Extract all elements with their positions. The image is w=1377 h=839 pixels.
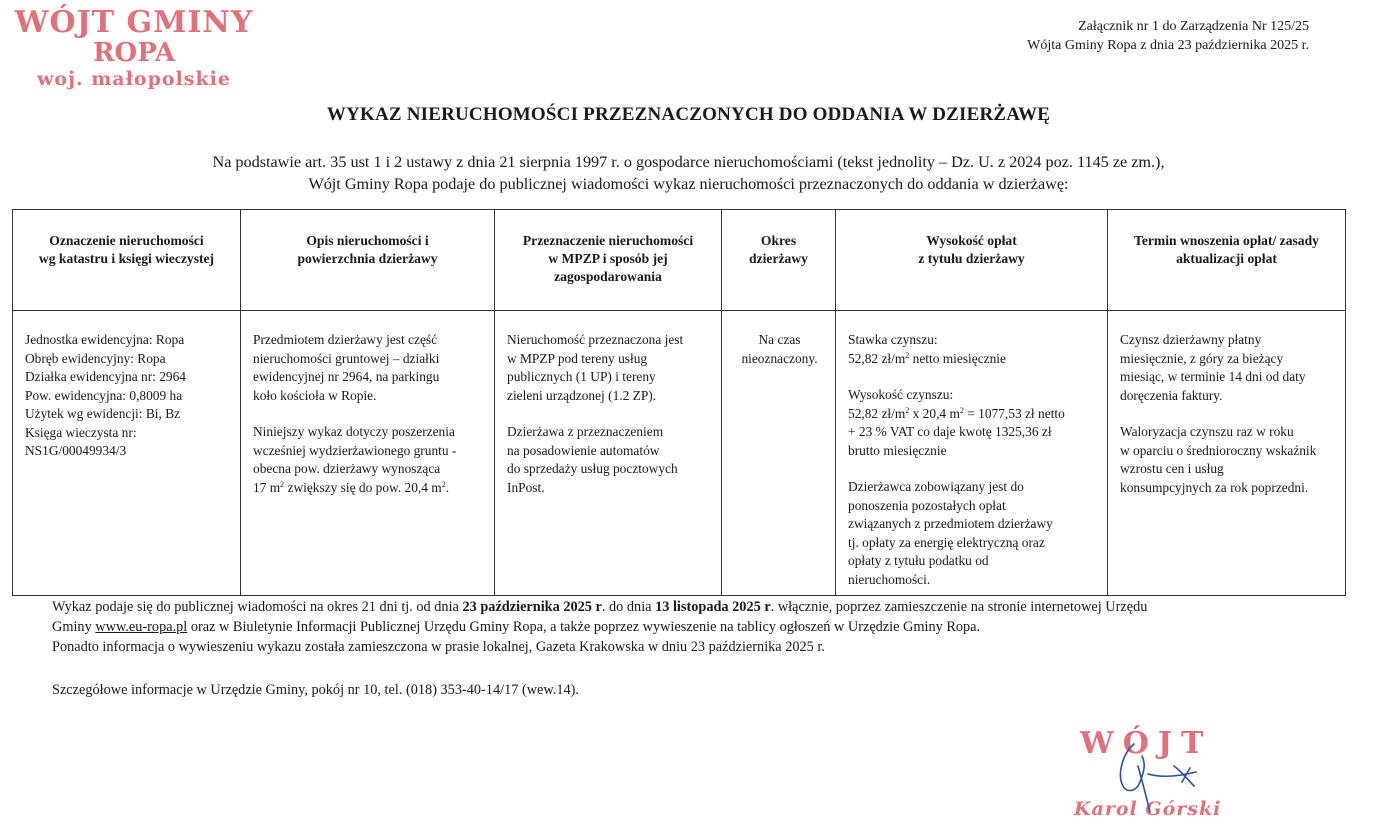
designation-line: Jednostka ewidencyjna: Ropa xyxy=(25,332,185,347)
stamp-line-1: WÓJT GMINY xyxy=(14,5,254,40)
amount-calc: 52,82 zł/m xyxy=(848,405,906,421)
payment-paragraph-2 xyxy=(1120,423,1335,497)
stamp-line-3: woj. małopolskie xyxy=(37,68,231,90)
property-table xyxy=(12,209,1346,596)
attachment-line-1: Załącznik nr 1 do Zarządzenia Nr 125/25 xyxy=(1078,19,1309,34)
cell-designation xyxy=(13,311,241,596)
notice-text: . włącznie, poprzez zamieszczenie na stronie internetowej Urzędu xyxy=(770,599,1148,615)
cell-fees xyxy=(836,311,1108,596)
superscript: 2 xyxy=(959,405,964,415)
payment-line: wzrostu cen i usług xyxy=(1120,461,1224,476)
amount-line: brutto miesięcznie xyxy=(848,442,947,458)
designation-line: Księga wieczysta nr: xyxy=(25,424,137,440)
purpose-line: Nieruchomość przeznaczona jest xyxy=(507,332,684,347)
description-line: nieruchomości gruntowej – działki xyxy=(253,350,440,366)
description-line: Niniejszy wykaz dotyczy poszerzenia xyxy=(253,424,455,439)
signature-title: WÓJT xyxy=(1080,726,1213,761)
header-fees-line-1: Wysokość opłat xyxy=(926,233,1017,248)
description-line: koło kościoła w Ropie. xyxy=(253,387,377,403)
designation-line: Działka ewidencyjna nr: 2964 xyxy=(25,369,187,384)
purpose-paragraph-1 xyxy=(507,331,711,405)
superscript: 2 xyxy=(905,350,910,360)
amount-label: Wysokość czynszu: xyxy=(848,387,954,402)
notice-text: Wykaz podaje się do publicznej wiadomości na okres 21 dni tj. od dnia xyxy=(52,599,463,615)
header-purpose xyxy=(495,210,722,311)
rate-value: 52,82 zł/m xyxy=(848,350,906,366)
header-designation-line-1: Oznaczenie nieruchomości xyxy=(49,233,204,248)
stamp-line-2: ROPA xyxy=(92,38,176,68)
purpose-line: InPost. xyxy=(507,479,545,495)
payment-line: doręczenia faktury. xyxy=(1120,387,1223,403)
header-fees xyxy=(836,210,1108,311)
header-description-line-2: powierzchnia dzierżawy xyxy=(297,251,438,266)
description-line: obecna pow. dzierżawy wynosząca xyxy=(253,461,441,476)
header-period-line-2: dzierżawy xyxy=(749,251,808,266)
notice-line-1 xyxy=(52,597,1322,617)
municipality-stamp xyxy=(14,5,254,90)
obligation-line: opłaty z tytułu podatku od xyxy=(848,553,989,568)
attachment-note xyxy=(1027,17,1309,55)
purpose-line: na posadowienie automatów xyxy=(507,442,660,458)
handwritten-signature-icon xyxy=(1062,726,1262,826)
purpose-line: publicznych (1 UP) i tereny xyxy=(507,369,656,384)
purpose-line: zieleni urządzonej (1.2 ZP). xyxy=(507,387,657,403)
superscript: 2 xyxy=(280,479,285,489)
period-line: nieoznaczony. xyxy=(741,350,818,366)
obligation-line: Dzierżawca zobowiązany jest do xyxy=(848,479,1024,494)
intro-paragraph xyxy=(20,151,1357,195)
period-line: Na czas xyxy=(758,332,801,347)
payment-line: Waloryzacja czynszu raz w roku xyxy=(1120,424,1294,439)
purpose-line: w MPZP pod tereny usług xyxy=(507,350,648,366)
publication-notice xyxy=(52,597,1322,657)
description-line: wcześniej wydzierżawionego gruntu - xyxy=(253,442,457,458)
description-line: Przedmiotem dzierżawy jest część xyxy=(253,332,438,347)
header-fees-line-2: z tytułu dzierżawy xyxy=(918,251,1025,266)
date-to: 13 listopada 2025 r xyxy=(655,599,771,615)
purpose-line: do sprzedaży usług pocztowych xyxy=(507,461,678,476)
payment-line: miesiąc, w terminie 14 dni od daty xyxy=(1120,369,1306,384)
header-description xyxy=(241,210,495,311)
header-period-line-1: Okres xyxy=(760,233,797,248)
document-title: WYKAZ NIERUCHOMOŚCI PRZEZNACZONYCH DO ODDANIA W DZIERŻAWĘ xyxy=(326,104,1051,125)
payment-line: konsumpcyjnych za rok poprzedni. xyxy=(1120,479,1309,495)
description-paragraph-1 xyxy=(253,331,484,405)
header-period xyxy=(722,210,836,311)
description-paragraph-2 xyxy=(253,423,484,497)
description-line: ewidencyjnej nr 2964, na parkingu xyxy=(253,369,440,384)
rate-value: netto miesięcznie xyxy=(909,350,1006,366)
area-text: 17 m xyxy=(253,479,281,495)
payment-line: w oparciu o średnioroczny wskaźnik xyxy=(1120,442,1317,458)
header-description-line-1: Opis nieruchomości i xyxy=(306,233,429,248)
payment-line: miesięcznie, z góry za bieżący xyxy=(1120,350,1284,366)
notice-text: Gminy xyxy=(52,619,96,635)
fees-amount-paragraph xyxy=(848,386,1097,460)
superscript: 2 xyxy=(905,405,910,415)
signature-stamp xyxy=(1062,726,1262,826)
table-header-row xyxy=(13,210,1346,311)
header-designation-line-2: wg katastru i księgi wieczystej xyxy=(38,251,215,266)
payment-paragraph-1 xyxy=(1120,331,1335,405)
header-purpose-line-3: zagospodarowania xyxy=(554,269,662,284)
table-row xyxy=(13,311,1346,596)
cell-purpose xyxy=(495,311,722,596)
notice-line-3: Ponadto informacja o wywieszeniu wykazu została zamieszczona w prasie lokalnej, Gazeta Krakowska w dniu 23 października 2025 r. xyxy=(52,639,825,655)
notice-text: oraz w Biuletynie Informacji Publicznej Urzędu Gminy Ropa, a także poprzez wywieszenie na tablicy ogłoszeń w Urzędzie Gminy Ropa. xyxy=(187,619,981,635)
website-link[interactable]: www.eu-ropa.pl xyxy=(95,619,188,635)
header-purpose-line-2: w MPZP i sposób jej xyxy=(548,251,668,266)
designation-line: Pow. ewidencyjna: 0,8009 ha xyxy=(25,387,183,403)
payment-line: Czynsz dzierżawny płatny xyxy=(1120,332,1262,347)
obligation-line: związanych z przedmiotem dzierżawy xyxy=(848,516,1053,531)
header-payment-terms-line-1: Termin wnoszenia opłat/ zasady xyxy=(1134,233,1319,248)
rate-label: Stawka czynszu: xyxy=(848,332,938,347)
cell-payment-terms xyxy=(1108,311,1346,596)
obligation-line: nieruchomości. xyxy=(848,571,931,587)
cell-description xyxy=(241,311,495,596)
fees-obligations-paragraph xyxy=(848,478,1097,589)
designation-line: Użytek wg ewidencji: Bi, Bz xyxy=(25,406,181,421)
obligation-line: tj. opłaty za energię elektryczną oraz xyxy=(848,534,1045,550)
cell-period xyxy=(722,311,836,596)
area-text: . xyxy=(445,479,450,495)
superscript: 2 xyxy=(441,479,446,489)
intro-line-2: Wójt Gminy Ropa podaje do publicznej wiadomości wykaz nieruchomości przeznaczonych do oddania w dzierżawę: xyxy=(308,175,1069,193)
attachment-line-2: Wójta Gminy Ropa z dnia 23 października 2025 r. xyxy=(1027,38,1309,53)
designation-line: Obręb ewidencyjny: Ropa xyxy=(25,350,166,366)
signature-name: Karol Górski xyxy=(1074,798,1222,820)
intro-line-1: Na podstawie art. 35 ust 1 i 2 ustawy z dnia 21 sierpnia 1997 r. o gospodarce nieruchomościami (tekst jednolity – Dz. U. z 2024 poz. 1145 ze zm.), xyxy=(212,153,1165,171)
amount-line: + 23 % VAT co daje kwotę 1325,36 zł xyxy=(848,424,1052,439)
amount-calc: = 1077,53 zł netto xyxy=(963,405,1065,421)
date-from: 23 października 2025 r xyxy=(462,599,602,615)
notice-text: . do dnia xyxy=(601,599,656,615)
fees-rate-paragraph xyxy=(848,331,1097,368)
obligation-line: ponoszenia pozostałych opłat xyxy=(848,497,1006,513)
header-payment-terms-line-2: aktualizacji opłat xyxy=(1176,251,1277,266)
header-payment-terms xyxy=(1108,210,1346,311)
notice-line-2 xyxy=(52,617,1322,637)
header-purpose-line-1: Przeznaczenie nieruchomości xyxy=(522,233,694,248)
purpose-line: Dzierżawa z przeznaczeniem xyxy=(507,424,664,439)
purpose-paragraph-2 xyxy=(507,423,711,497)
header-designation xyxy=(13,210,241,311)
area-text: zwiększy się do pow. 20,4 m xyxy=(284,479,442,495)
designation-line: NS1G/00049934/3 xyxy=(25,443,127,458)
amount-calc: x 20,4 m xyxy=(909,405,960,421)
contact-details: Szczegółowe informacje w Urzędzie Gminy, pokój nr 10, tel. (018) 353-40-14/17 (wew.14). xyxy=(52,682,579,698)
